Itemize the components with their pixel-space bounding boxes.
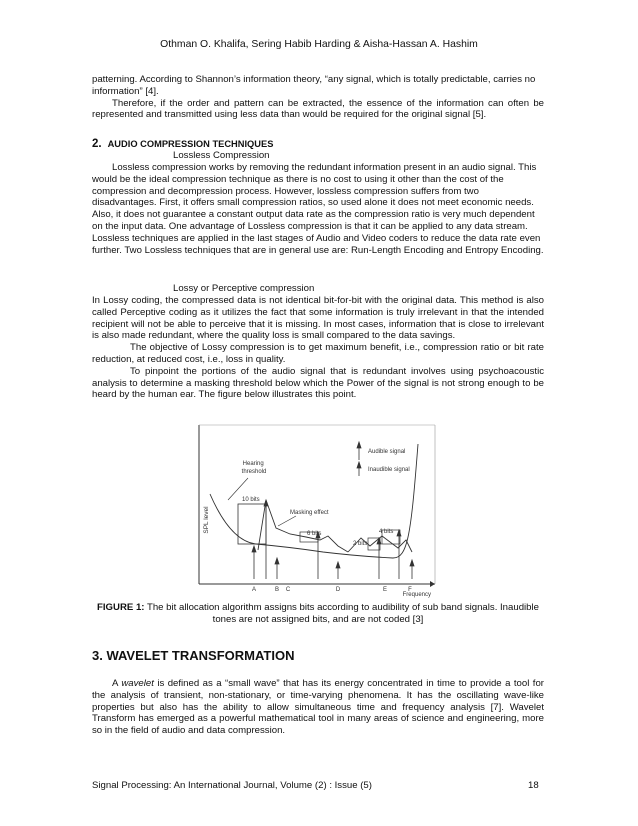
legend-inaudible-arrowhead — [357, 462, 361, 468]
legend-audible-arrowhead — [357, 442, 361, 448]
figure-caption-label: FIGURE 1: — [97, 602, 145, 613]
bits-6-label: 6 bits — [307, 531, 322, 537]
lossy-block — [92, 295, 544, 401]
signal-arrow-a-head — [252, 546, 256, 552]
section-2-heading — [92, 138, 273, 150]
signal-arrow-b-head — [264, 500, 268, 506]
intro-paragraph-2: Therefore, if the order and pattern can be extracted, the essence of the information can often be represented and transmitted using less data than would be required for the original signal [5]. — [92, 97, 544, 121]
masking-curve-left — [258, 500, 348, 552]
bits-2-label: 2 bits — [353, 541, 368, 547]
tick-a: A — [251, 587, 257, 593]
x-axis-arrowhead — [430, 581, 435, 587]
lossy-paragraph-1: In Lossy coding, the compressed data is not identical bit-for-bit with the original data. This method is also called Perceptive coding as it utilizes the fact that some information is truly irrelevant in that the intended recipient will not be able to perceive that it is missing. In most cases, information that is close to irrelevant is also made redundant, where the quality loss is small compared to the data savings. — [92, 295, 544, 342]
wavelet-block — [92, 678, 544, 737]
bits-4-label: 4 bits — [379, 529, 394, 535]
wavelet-paragraph — [92, 678, 544, 737]
lossless-paragraph: Lossless compression works by removing the redundant information present in an audio signal. This would be the ideal compression technique as there is no cost to using it other than the cost of the compression and decompression process. However, lossless compression suffers from two disadvantages. First, it offers small compression ratios, so used alone it does not meet economic needs. Also, it does not guarantee a constant output data rate as the compression ratio is very much dependent on the input data. One advantage of Lossless compression is that it can be applied to any data stream. Lossless techniques are applied in the last stages of Audio and Video coders to reduce the data rate even further. Two Lossless techniques that are in general use are: Run-Length Encoding and Entropy Encoding. — [92, 162, 544, 256]
tick-b: B — [274, 587, 280, 593]
wavelet-text-after: is defined as a “small wave” that has its energy concentrated in time to provide a tool for the analysis of transient, non-stationary, or time-varying phenomena. It has the oscillating wave-like properties but also has the ability to allow simultaneous time and frequency analysis [7]. Wavelet Transform has emerged as a powerful mathematical tool in many areas of science and engineering, more so in the field of audio and data compression. — [92, 678, 544, 737]
section-3-heading: 3. WAVELET TRANSFORMATION — [92, 648, 295, 663]
x-axis-label: Frequency — [402, 592, 431, 598]
section-2-number: 2. — [92, 138, 102, 150]
legend-audible-label: Audible signal — [368, 449, 406, 455]
figure-caption — [92, 602, 544, 626]
wavelet-text-before: A — [112, 678, 122, 689]
signal-arrow-f2-head — [410, 560, 414, 566]
masking-effect-pointer — [278, 516, 296, 526]
figure-caption-text: The bit allocation algorithm assigns bits according to audibility of sub band signals. Inaudible tones are not assigned bits, and are not coded [3] — [146, 602, 539, 625]
signal-arrow-d2-head — [336, 562, 340, 568]
bits-10-label: 10 bits — [242, 497, 260, 503]
figure-svg — [198, 424, 436, 600]
intro-paragraph-1: patterning. According to Shannon’s information theory, “any signal, which is totally predictable, carries no information” [4]. — [92, 74, 536, 97]
running-header: Othman O. Khalifa, Sering Habib Harding & Aisha-Hassan A. Hashim — [160, 39, 478, 50]
section-2-title: AUDIO COMPRESSION TECHNIQUES — [107, 139, 274, 149]
footer-journal: Signal Processing: An International Journal, Volume (2) : Issue (5) — [92, 780, 372, 791]
intro-block — [92, 74, 544, 121]
signal-arrow-f1-head — [397, 530, 401, 536]
lossy-paragraph-2: The objective of Lossy compression is to get maximum benefit, i.e., compression ratio or bit rate reduction, at reduced cost, i.e., loss in quality. — [92, 342, 544, 365]
y-axis-label: SPL level — [203, 506, 210, 534]
bit-allocation-figure — [198, 424, 436, 600]
tick-f: F — [408, 587, 412, 593]
lossless-block — [92, 162, 544, 256]
signal-arrow-c-head — [275, 558, 279, 564]
masking-effect-label: Masking effect — [290, 510, 329, 516]
tick-e: E — [382, 587, 388, 593]
tick-d: D — [335, 587, 341, 593]
tick-c: C — [285, 587, 291, 593]
lossless-heading: Lossless Compression — [173, 150, 270, 161]
lossy-paragraph-3: To pinpoint the portions of the audio signal that is redundant involves using psychoacoustic analysis to determine a masking threshold below which the Power of the signal is not strong enough to be heard by the human ear. The figure below illustrates this point. — [92, 365, 544, 401]
wavelet-term: wavelet — [121, 678, 154, 689]
lossy-heading: Lossy or Perceptive compression — [173, 283, 315, 294]
legend-inaudible-label: Inaudible signal — [368, 467, 410, 473]
hearing-threshold-label: Hearing threshold — [241, 461, 267, 475]
footer-page-number: 18 — [528, 780, 539, 791]
signal-arrow-e-head — [377, 538, 381, 544]
